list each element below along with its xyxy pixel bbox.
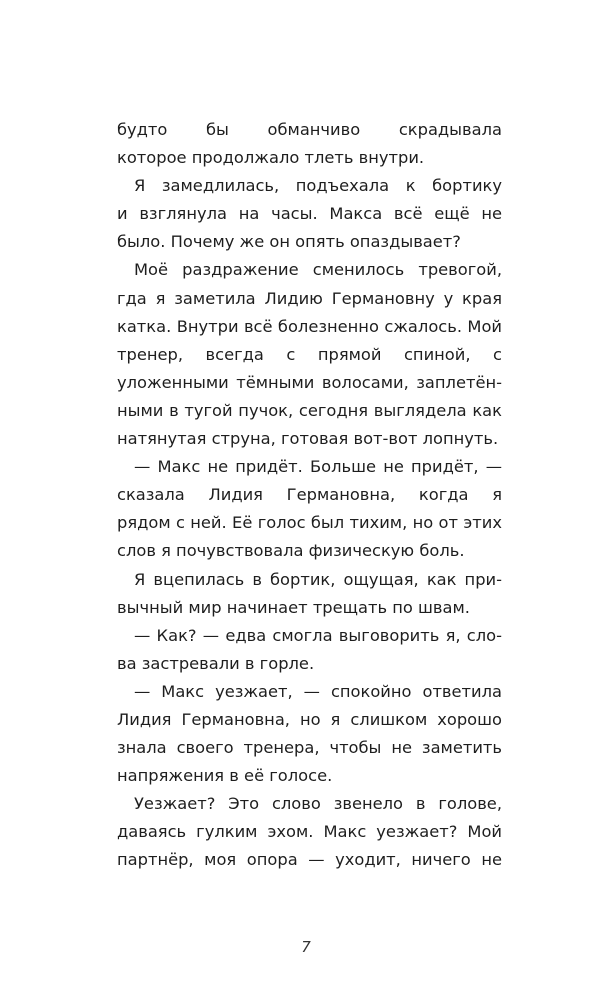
text-line: тренер, всегда с прямой спиной, с: [117, 344, 502, 364]
text-line: Уезжает? Это слово звенело в голове,: [134, 794, 502, 814]
text-line: — Макс не придёт. Больше не придёт, —: [134, 457, 502, 477]
text-line: напряжения в её голосе.: [117, 766, 333, 786]
text-line: и взглянула на часы. Макса всё ещё не: [117, 204, 502, 224]
text-line: гда я заметила Лидию Германовну у края: [117, 288, 502, 308]
text-line: Я вцепилась в бортик, ощущая, как при-: [134, 569, 502, 589]
text-line: натянутая струна, готовая вот-вот лопнуть.: [117, 429, 499, 449]
text-line: сказала Лидия Германовна, когда я: [117, 485, 502, 505]
text-line: было. Почему же он опять опаздывает?: [117, 232, 461, 252]
text-line: партнёр, моя опора — уходит, ничего не: [117, 850, 502, 870]
text-line: Я замедлилась, подъехала к бортику: [134, 176, 502, 196]
text-line: рядом с ней. Её голос был тихим, но от этих: [117, 513, 502, 533]
text-line: катка. Внутри всё болезненно сжалось. Мой: [117, 316, 502, 336]
text-line: — Как? — едва смогла выговорить я, сло-: [134, 625, 502, 645]
text-line: — Макс уезжает, — спокойно ответила: [134, 681, 502, 701]
text-line: слов я почувствовала физическую боль.: [117, 541, 465, 561]
text-line: ными в тугой пучок, сегодня выглядела как: [117, 400, 502, 420]
text-line: знала своего тренера, чтобы не заметить: [117, 738, 502, 758]
text-line: ва застревали в горле.: [117, 653, 315, 673]
text-line: будто бы обманчиво скрадывала: [117, 120, 502, 139]
text-line: Лидия Германовна, но я слишком хорошо: [117, 709, 502, 729]
text-line: Моё раздражение сменилось тревогой,: [134, 260, 502, 280]
text-line: даваясь гулким эхом. Макс уезжает? Мой: [117, 822, 502, 842]
text-line: вычный мир начинает трещать по швам.: [117, 597, 470, 617]
page-body-text: [117, 116, 502, 875]
text-line: уложенными тёмными волосами, заплетён-: [117, 372, 502, 392]
page-number: 7: [301, 938, 311, 956]
text-line: которое продолжало тлеть внутри.: [117, 148, 425, 168]
